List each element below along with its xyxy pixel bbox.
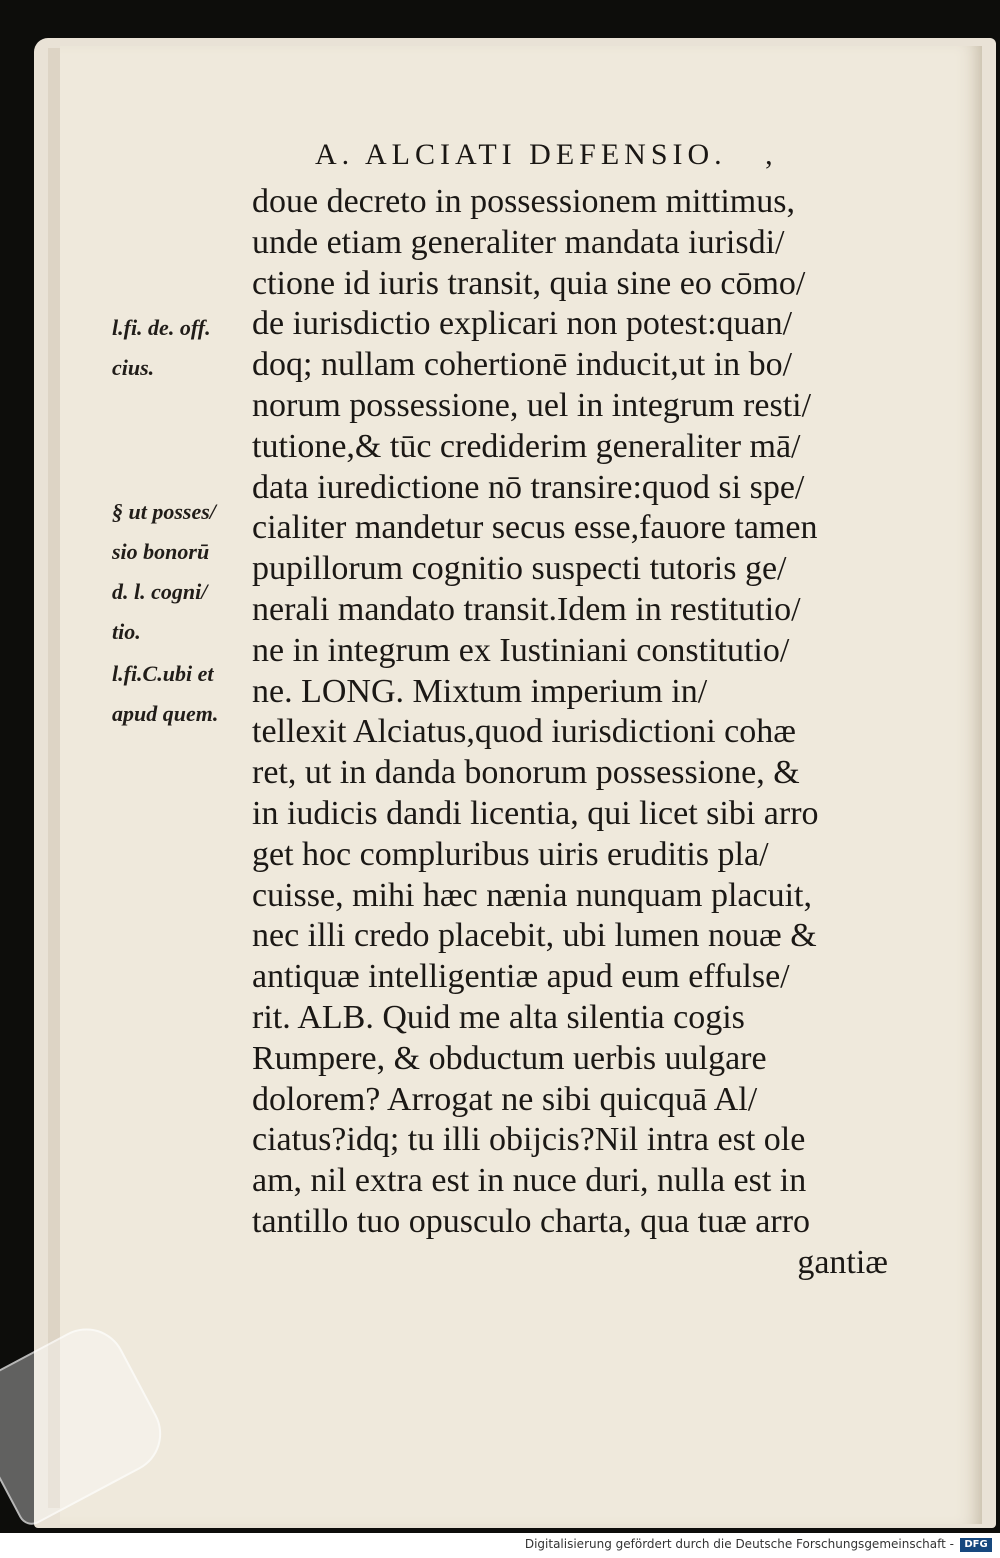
text-line: tutione,& tūc crediderim generaliter mā/ [252,427,801,465]
text-line: nec illi credo placebit, ubi lumen nouæ & [252,917,817,955]
marginal-note-2 [112,492,248,652]
text-line: tellexit Alciatus,quod iurisdictioni cohæ [252,713,796,751]
text-line: tantillo tuo opusculo charta, qua tuæ arro [252,1202,811,1240]
marginal-note-line: tio. [112,619,141,644]
marginal-note-1 [112,308,248,388]
marginal-note-line: l.fi.C.ubi et [112,661,214,686]
text-line: am, nil extra est in nuce duri, nulla est in [252,1162,807,1200]
marginal-note-line: cius. [112,355,155,380]
text-line: ctione id iuris transit, quia sine eo cōmo/ [252,264,806,302]
text-line: doq; nullam cohertionē inducit,ut in bo/ [252,346,793,384]
text-line: in iudicis dandi licentia, qui licet sibi arro [252,794,819,832]
text-line: cuisse, mihi hæc nænia nunquam placuit, [252,876,812,914]
text-line: ret, ut in danda bonorum possessione, & [252,754,800,792]
running-head [0,138,1000,172]
footer-credit: Digitalisierung gefördert durch die Deutsche Forschungsgemeinschaft - [524,1537,954,1551]
running-head-folio: , [765,138,778,171]
text-line: dolorem? Arrogat ne sibi quicquā Al/ [252,1080,758,1118]
text-line: ciatus?idq; tu illi obijcis?Nil intra est ole [252,1121,806,1159]
text-line: unde etiam generaliter mandata iurisdi/ [252,223,785,261]
marginal-note-line: sio bonorū [112,539,210,564]
footer-bar [0,1533,1000,1558]
marginal-note-line: d. l. cogni/ [112,579,208,604]
text-line: ne in integrum ex Iustiniani constitutio/ [252,631,790,669]
body-text [252,182,892,1284]
marginal-note-3 [112,654,248,734]
text-line: pupillorum cognitio suspecti tutoris ge/ [252,550,787,588]
text-line: ne. LONG. Mixtum imperium in/ [252,672,708,710]
text-line: cialiter mandetur secus esse,fauore tamen [252,509,818,547]
text-line: rit. ALB. Quid me alta silentia cogis [252,998,745,1036]
catchword: gantiæ [797,1243,888,1281]
text-line: Rumpere, & obductum uerbis uulgare [252,1039,767,1077]
text-line: de iurisdictio explicari non potest:quan/ [252,305,793,343]
text-line: data iuredictione nō transire:quod si spe/ [252,468,805,506]
text-line: antiquæ intelligentiæ apud eum effulse/ [252,958,790,996]
text-line: norum possessione, uel in integrum resti/ [252,386,812,424]
text-line: get hoc compluribus uiris eruditis pla/ [252,835,769,873]
marginal-note-line: apud quem. [112,701,219,726]
text-line: nerali mandato transit.Idem in restitutio/ [252,590,801,628]
dfg-logo-icon: DFG [960,1538,992,1552]
running-head-title: A. ALCIATI DEFENSIO. [315,138,727,171]
text-line: doue decreto in possessionem mittimus, [252,183,795,220]
marginal-note-line: l.fi. de. off. [112,315,211,340]
marginal-note-line: § ut posses/ [112,499,216,524]
